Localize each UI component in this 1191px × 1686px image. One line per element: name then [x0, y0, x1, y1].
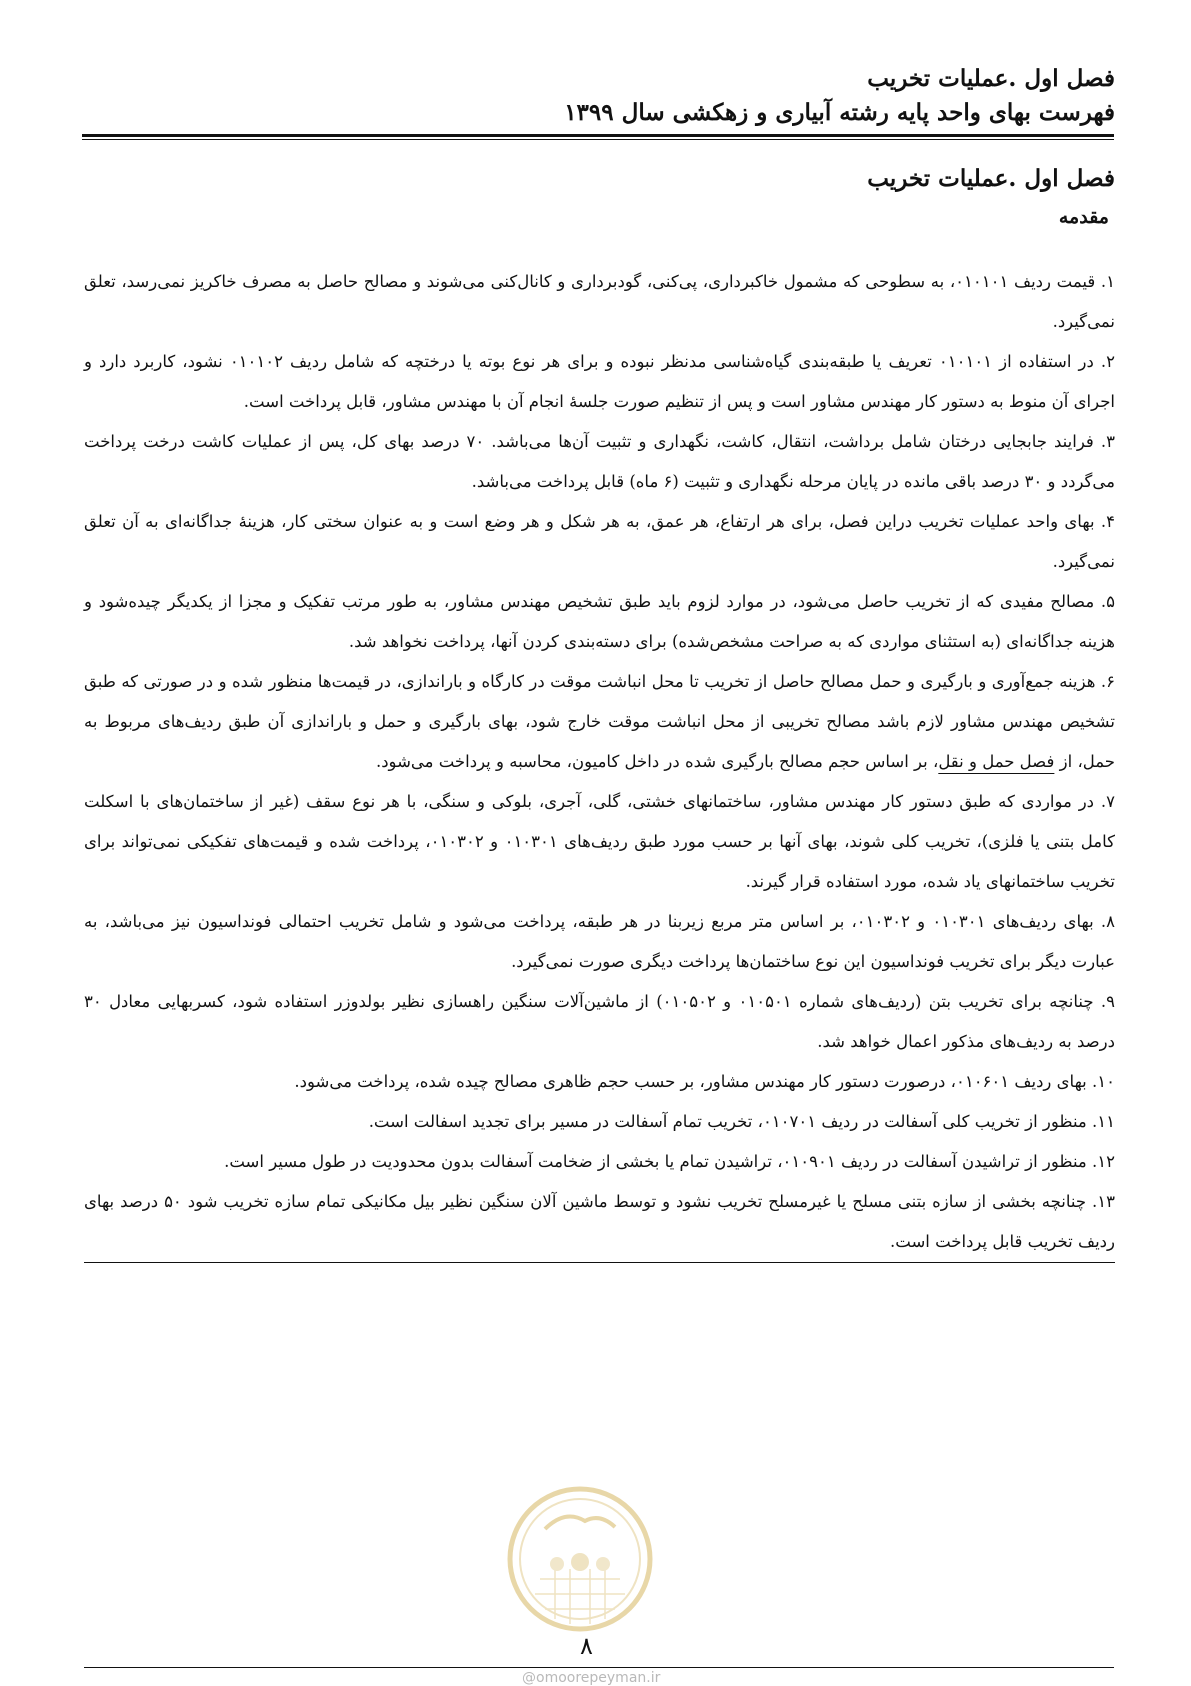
watermark-logo	[505, 1484, 655, 1634]
paragraph-2: ۲. در استفاده از ۰۱۰۱۰۱ تعریف یا طبقه‌بندی گیاه‌شناسی مدنظر نبوده و برای هر نوع بوته یا درختچه که شامل ردیف ۰۱۰۱۰۲ نشود، کاربرد دارد و اجرای آن منوط به دستور کار مهندس مشاور است و پس از تنظیم صورت جلسهٔ انجام آن با مهندس مشاور، قابل پرداخت است.	[84, 352, 1115, 411]
paragraph-10: ۱۰. بهای ردیف ۰۱۰۶۰۱، درصورت دستور کار مهندس مشاور، بر حسب حجم ظاهری مصالح چیده شده، پرداخت می‌شود.	[294, 1072, 1115, 1091]
paragraph-8: ۸. بهای ردیف‌های ۰۱۰۳۰۱ و ۰۱۰۳۰۲، بر اساس متر مربع زیربنا در هر طبقه، پرداخت می‌شود و شامل تخریب احتمالی فونداسیون نیز می‌باشد، به عبارت دیگر برای تخریب فونداسیون این نوع ساختمان‌ها پرداخت دیگری صورت نمی‌گیرد.	[84, 912, 1115, 971]
page-number: ۸	[580, 1632, 593, 1660]
paragraph-7: ۷. در مواردی که طبق دستور کار مهندس مشاور، ساختمانهای خشتی، گلی، آجری، بلوکی و سنگی، با هر نوع سقف (غیر از ساختمان‌های با اسکلت کامل بتنی یا فلزی)، تخریب کلی شوند، بهای آنها بر حسب مورد طبق ردیف‌های ۰۱۰۳۰۱ و ۰۱۰۳۰۲، پرداخت شده و قیمت‌های تفکیکی نمی‌تواند برای تخریب ساختمانهای یاد شده، مورد استفاده قرار گیرند.	[84, 792, 1115, 891]
paragraph-3: ۳. فرایند جابجایی درختان شامل برداشت، انتقال، کاشت، نگهداری و تثبیت آن‌ها می‌باشد. ۷۰ درصد بهای کل، پس از عملیات کاشت درخت پرداخت می‌گردد و ۳۰ درصد باقی مانده در پایان مرحله نگهداری و تثبیت (۶ ماه) قابل پرداخت می‌باشد.	[84, 432, 1115, 491]
paragraph-6-part-b: ، بر اساس حجم مصالح بارگیری شده در داخل کامیون، محاسبه و پرداخت می‌شود.	[375, 752, 939, 771]
header-list-title: فهرست بهای واحد پایه رشته آبیاری و زهکشی سال ۱۳۹۹	[564, 99, 1115, 126]
paragraph-13: ۱۳. چنانچه بخشی از سازه بتنی مسلح یا غیرمسلح تخریب نشود و توسط ماشین آلان سنگین نظیر بیل مکانیکی تمام سازه تخریب شود ۵۰ درصد بهای ردیف تخریب قابل پرداخت است.	[84, 1182, 1115, 1263]
paragraph-5: ۵. مصالح مفیدی که از تخریب حاصل می‌شود، در موارد لزوم باید طبق تشخیص مهندس مشاور، به طور مرتب تفکیک و مجزا از یکدیگر چیده‌شود و هزینه جداگانه‌ای (به استثنای مواردی که به صراحت مشخص‌شده) برای دسته‌بندی کردن آنها، پرداخت نخواهد شد.	[84, 592, 1115, 651]
page-header	[83, 62, 1115, 130]
watermark-person-icon	[596, 1557, 610, 1571]
paragraph-6-link[interactable]: فصل حمل و نقل	[938, 752, 1055, 771]
section-title: فصل اول .عملیات تخریب	[867, 165, 1115, 192]
header-rule-thick	[82, 134, 1114, 137]
paragraph-11: ۱۱. منظور از تخریب کلی آسفالت در ردیف ۰۱۰۷۰۱، تخریب تمام آسفالت در مسیر برای تجدید اسفالت است.	[368, 1112, 1115, 1131]
watermark-calligraphy	[545, 1517, 615, 1530]
paragraph-9: ۹. چنانچه برای تخریب بتن (ردیف‌های شماره ۰۱۰۵۰۱ و ۰۱۰۵۰۲) از ماشین‌آلات سنگین راهسازی نظیر بولدوزر استفاده شود، کسربهایی معادل ۳۰ درصد به ردیف‌های مذکور اعمال خواهد شد.	[84, 992, 1116, 1051]
watermark-grid	[535, 1569, 625, 1624]
paragraph-6-part-a: ۶. هزینه جمع‌آوری و بارگیری و حمل مصالح حاصل از تخریب تا محل انباشت موقت در کارگاه و باراندازی، در قیمت‌ها منظور شده و در صورتی که طبق تشخیص مهندس مشاور لازم باشد مصالح تخریبی از محل انباشت موقت خارج شود، بهای بارگیری و حمل و باراندازی آن طبق ردیف‌های مربوط به حمل، از	[84, 672, 1115, 771]
header-chapter-title: فصل اول .عملیات تخریب	[867, 65, 1115, 92]
paragraph-6	[84, 662, 1115, 782]
paragraph-4: ۴. بهای واحد عملیات تخریب دراین فصل، برای هر ارتفاع، هر عمق، به هر شکل و هر وضع است و به عنوان سختی کار، هزینهٔ جداگانه‌ای به آن تعلق نمی‌گیرد.	[84, 512, 1115, 571]
paragraph-12: ۱۲. منظور از تراشیدن آسفالت در ردیف ۰۱۰۹۰۱، تراشیدن تمام یا بخشی از ضخامت آسفالت بدون محدودیت در طول مسیر است.	[224, 1152, 1115, 1171]
footer-website[interactable]: @omoorepeyman.ir	[522, 1670, 661, 1686]
header-rule-thin	[82, 139, 1114, 140]
watermark-gear-icon	[571, 1553, 589, 1571]
footer-rule	[84, 1667, 1114, 1668]
paragraph-1: ۱. قیمت ردیف ۰۱۰۱۰۱، به سطوحی که مشمول خاکبرداری، پی‌کنی، گودبرداری و کانال‌کنی می‌شوند و مصالح حاصل به مصرف خاکریز نمی‌رسد، تعلق نمی‌گیرد.	[84, 272, 1115, 331]
watermark-scale-icon	[550, 1557, 564, 1571]
body-text	[84, 262, 1115, 1263]
section-intro-heading: مقدمه	[1058, 206, 1109, 228]
